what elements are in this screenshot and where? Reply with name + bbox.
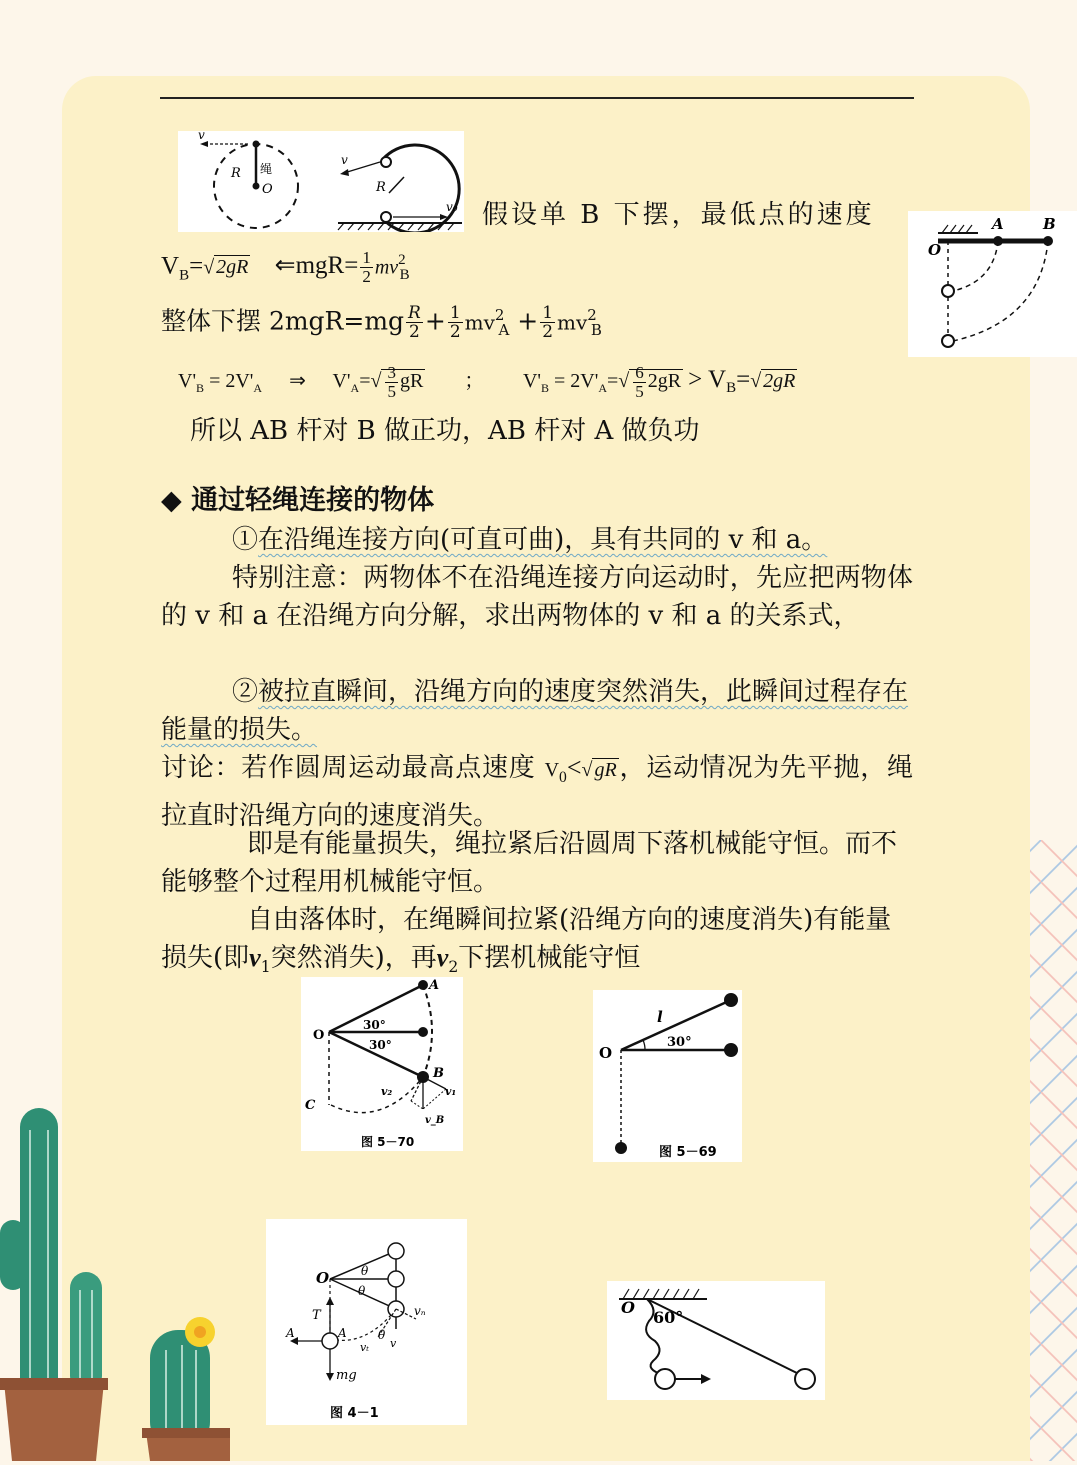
eq3-semi: ；: [464, 370, 485, 392]
para4-lt: <: [566, 753, 582, 782]
fig1-v0-label: v₀: [446, 200, 458, 214]
fig1-rope-label: 绳: [260, 162, 273, 176]
eq3-sub-b: B: [196, 381, 205, 395]
fig569-O: O: [599, 1044, 613, 1062]
eq1-line: $V_B=√$ 2gR ⇐mgR= $\frac{1}{2}$ $mv^2_B$: [161, 248, 410, 287]
para3-num: ②: [232, 677, 259, 707]
fig-rod-O-label: O: [928, 241, 942, 259]
eq2-f1-n: R: [408, 303, 421, 324]
eq3-root: 2gR: [763, 370, 796, 392]
fig570-v1: v₁: [445, 1085, 457, 1098]
fig60-angle: 60°: [653, 1308, 684, 1327]
fig1-v-label: v: [198, 131, 205, 142]
para6-lead: 自由落体时，在绳瞬间拉紧(沿绳方向的速度消失)有能量损失(即: [161, 905, 892, 973]
eq2-f1-d: 2: [409, 322, 420, 343]
fig570-angle1: 30°: [363, 1018, 386, 1032]
eq3-eq1: =: [359, 370, 371, 392]
eq2-lead: 整体下摆 2mgR=mg: [161, 306, 405, 336]
section-heading: [161, 483, 434, 519]
eq3-fa-d: 5: [387, 381, 396, 401]
eq1-frac-n: 1: [362, 248, 371, 268]
eq1-vb-eq: =: [189, 252, 204, 280]
eq1-tail: mv: [374, 256, 399, 279]
eq2-line: [161, 296, 602, 349]
conclusion-line: 所以 AB 杆对 B 做正功，AB 杆对 A 做负功: [190, 416, 700, 446]
eq2-sq-a: 2: [494, 306, 505, 324]
fig1-R2-label: R: [376, 180, 386, 195]
eq1-arrow: ⇐mgR=: [274, 252, 359, 280]
eq2-sub-a: A: [498, 321, 510, 340]
eq1-frac-d: 2: [362, 267, 371, 287]
eq1-root: 2gR: [216, 256, 249, 279]
fig570-O: O: [313, 1028, 325, 1043]
cactus-decoration: [0, 1100, 230, 1461]
fig569-l: l: [657, 1008, 663, 1026]
eq3-eq2v: = 2V': [209, 370, 254, 392]
eq2-f2-d: 2: [449, 322, 461, 343]
eq3-2gr: 2gR: [647, 370, 682, 392]
fig-rod-A-label: A: [992, 215, 1004, 233]
figure-circular-motion: [178, 131, 464, 232]
paragraph-3: [161, 673, 913, 749]
fig570-A: A: [429, 978, 440, 993]
para6-v2-sub: 2: [448, 958, 459, 977]
eq3-gt: > V: [688, 366, 727, 393]
figure-5-69: [593, 990, 742, 1162]
eq3-sub-a2: A: [598, 381, 607, 395]
eq1-vb: V: [161, 252, 180, 280]
fig41-theta2: θ: [358, 1284, 366, 1298]
fig41-A2: A: [338, 1326, 347, 1340]
eq2-plus2: +: [517, 306, 539, 336]
eq3-eq2v-b: = 2V': [554, 370, 599, 392]
fig41-theta3: θ: [378, 1328, 386, 1342]
eq3-vb2: V': [522, 370, 541, 392]
eq3-sub-a: A: [253, 381, 263, 395]
paragraph-5: 即是有能量损失，绳拉紧后沿圆周下落机械能守恒。而不能够整个过程用机械能守恒。: [161, 829, 898, 897]
eq2-plus1: +: [424, 306, 446, 336]
eq3-line: $V'_B = 2V'_A$ ⇒ $V'_A=√$ $\frac{3}{5}$ gR ； $V'_B = 2V'_A=√$ $\frac{6}{5}$ $2gR > V_B=√$ 2gR: [178, 362, 796, 401]
para4-v0: V: [544, 759, 560, 781]
para4-lead: 讨论：若作圆周运动最高点速度: [161, 753, 536, 783]
fig41-A1: A: [286, 1326, 295, 1340]
eq3-gt-sub: B: [726, 380, 737, 396]
eq2-f2-n: 1: [449, 303, 461, 324]
fig570-caption: 图 5－70: [361, 1135, 415, 1149]
paragraph-4: 讨论：若作圆周运动最高点速度 $V_0<√$ gR，运动情况为先平抛，绳拉直时沿绳方向的速度消失。: [161, 753, 913, 832]
fig1-v2-label: v: [341, 153, 348, 167]
fig1-R-label: R: [231, 166, 241, 181]
para6-v1-sub: 1: [260, 958, 271, 977]
eq2-sq-b: 2: [587, 306, 597, 324]
fig41-vt: vₜ: [360, 1341, 369, 1354]
fig570-vB: v_B: [425, 1115, 445, 1126]
fig-rod-B-label: B: [1043, 215, 1056, 233]
paragraph-1: [161, 521, 913, 559]
figure-4-1: [266, 1219, 467, 1425]
fig41-O: O: [316, 1269, 330, 1287]
para3-text: 被拉直瞬间，沿绳方向的速度突然消失，此瞬间过程存在能量的损失。: [161, 677, 909, 745]
figure-rod-ab: [908, 211, 1077, 357]
fig570-v2: v₂: [381, 1085, 393, 1098]
para6-tail: 下摆机械能守恒: [458, 943, 641, 973]
figure-60-degree: [607, 1281, 825, 1400]
fig570-C: C: [305, 1098, 316, 1113]
fig41-theta1: θ: [361, 1264, 369, 1278]
fig569-angle: 30°: [667, 1035, 692, 1050]
fig41-vn: vₙ: [414, 1304, 426, 1318]
eq2-mv-b: mv: [557, 310, 588, 335]
paragraph-2: 特别注意：两物体不在沿绳连接方向运动时，先应把两物体的 v 和 a 在沿绳方向分解，求出两物体的 v 和 a 的关系式，: [161, 563, 913, 631]
eq2-f3-d: 2: [542, 322, 554, 343]
eq3-eq2: =: [607, 370, 619, 392]
section-title: 通过轻绳连接的物体: [191, 485, 435, 516]
eq3-va-sub: A: [350, 381, 360, 395]
eq3-gr: gR: [399, 370, 424, 392]
fig41-T: T: [312, 1308, 321, 1323]
fig570-angle2: 30°: [369, 1038, 392, 1052]
eq1-vb-sub: B: [179, 267, 190, 284]
figure-5-70: [301, 977, 463, 1151]
para6-v2: v: [436, 943, 449, 972]
eq2-sub-b: B: [590, 321, 602, 340]
para6-v1: v: [249, 943, 261, 972]
paragraph-6: [161, 901, 913, 986]
top-divider: [160, 97, 914, 99]
eq1-tail-sub: B: [399, 267, 410, 284]
eq2-mv-a: mv: [464, 310, 495, 335]
eq3-left: V': [178, 370, 197, 392]
fig570-B: B: [433, 1066, 444, 1081]
eq3-va: V': [332, 370, 351, 392]
eq3-fb-n: 6: [635, 362, 644, 382]
eq3-implies: ⇒: [289, 370, 306, 392]
para4-root: gR: [594, 759, 617, 781]
para1-num: ①: [232, 525, 259, 555]
eq3-vb-eq: =: [736, 366, 751, 393]
eq2-f3-n: 1: [542, 303, 554, 324]
fig41-mg: mg: [336, 1368, 357, 1383]
eq3-fa-n: 3: [387, 362, 396, 382]
fig569-caption: 图 5－69: [659, 1145, 717, 1160]
fig41-caption: 图 4－1: [330, 1406, 379, 1421]
para1-text: 在沿绳连接方向(可直可曲)，具有共同的 v 和 a。: [258, 525, 828, 555]
eq1-tail-sup: 2: [398, 252, 406, 268]
fig60-O: O: [621, 1298, 635, 1317]
fig41-v: v: [390, 1337, 397, 1350]
eq1-intro: 假设单 B 下摆，最低点的速度: [482, 200, 875, 230]
para4-tail: ，运动情况为先平抛，绳拉直时沿绳方向的速度消失。: [161, 753, 913, 832]
para4-v0-sub: 0: [559, 769, 567, 787]
bullet-icon: ◆: [161, 485, 182, 516]
eq3-vb2-sub: B: [540, 381, 549, 395]
eq3-fb-d: 5: [635, 381, 644, 401]
fig1-O-label: O: [262, 182, 273, 197]
para6-mid: 突然消失)，再: [270, 943, 437, 973]
